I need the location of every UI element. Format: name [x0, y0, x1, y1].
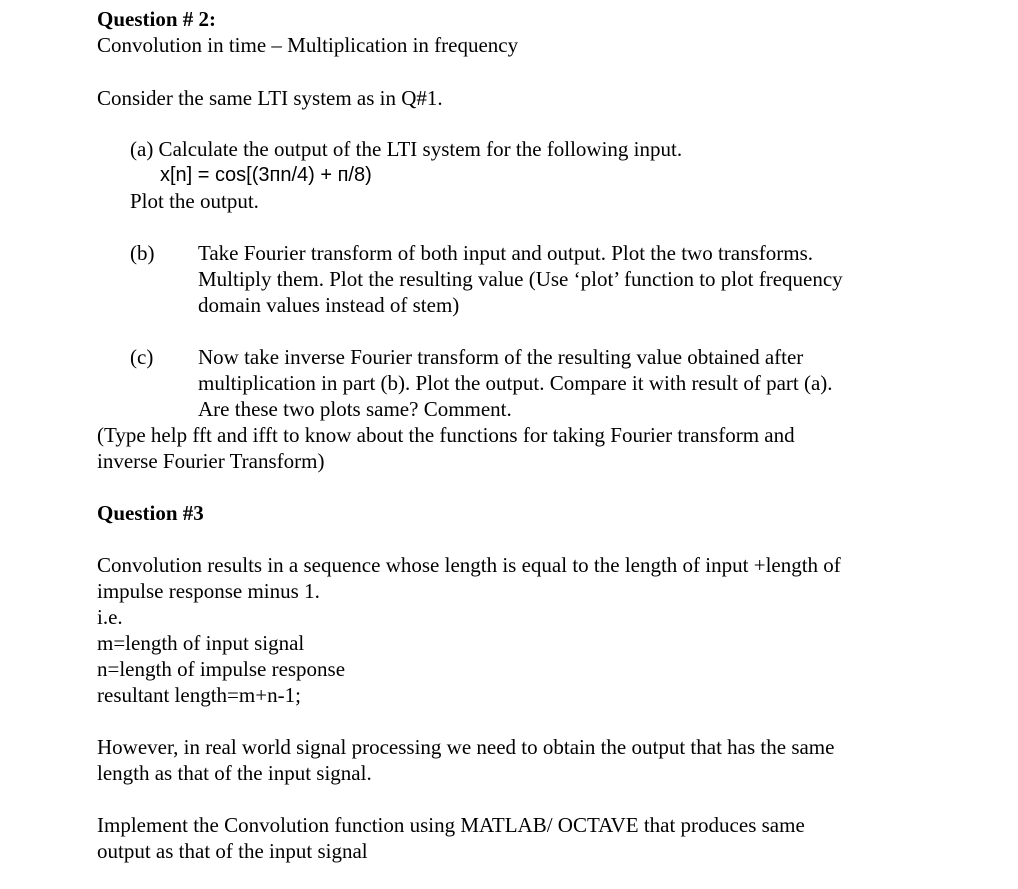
part-c-line: Now take inverse Fourier transform of the resulting value obtained after — [198, 345, 804, 369]
question-3-paragraph-line: Convolution results in a sequence whose length is equal to the length of input +length of — [97, 553, 841, 577]
part-a-plot-instruction: Plot the output. — [130, 189, 259, 213]
question-3-paragraph-line: output as that of the input signal — [97, 839, 368, 863]
question-2-intro: Consider the same LTI system as in Q#1. — [97, 86, 443, 110]
question-3-paragraph-line: Implement the Convolution function using MATLAB/ OCTAVE that produces same — [97, 813, 805, 837]
question-2-heading: Question # 2: — [97, 7, 217, 31]
ie-label: i.e. — [97, 605, 123, 629]
part-c-line: Are these two plots same? Comment. — [198, 397, 512, 421]
part-a-text: (a) Calculate the output of the LTI system for the following input. — [130, 137, 683, 161]
help-note-line: (Type help fft and ifft to know about the functions for taking Fourier transform and — [97, 423, 795, 447]
question-3-paragraph-line: However, in real world signal processing we need to obtain the output that has the same — [97, 735, 835, 759]
part-a-formula: x[n] = cos[(3пn/4) + п/8) — [160, 164, 372, 186]
part-b-line: domain values instead of stem) — [198, 293, 460, 317]
definition-line: m=length of input signal — [97, 631, 305, 655]
part-c-label: (c) — [130, 345, 154, 369]
question-2-subtitle: Convolution in time – Multiplication in frequency — [97, 33, 519, 57]
question-3-paragraph-line: length as that of the input signal. — [97, 761, 372, 785]
question-3-heading: Question #3 — [97, 501, 204, 525]
question-3-paragraph-line: impulse response minus 1. — [97, 579, 320, 603]
definition-line: resultant length=m+n-1; — [97, 683, 301, 707]
definition-line: n=length of impulse response — [97, 657, 346, 681]
part-b-line: Take Fourier transform of both input and output. Plot the two transforms. — [198, 241, 814, 265]
help-note-line: inverse Fourier Transform) — [97, 449, 325, 473]
part-b-line: Multiply them. Plot the resulting value (Use ‘plot’ function to plot frequency — [198, 267, 843, 291]
part-b-label: (b) — [130, 241, 155, 265]
part-c-line: multiplication in part (b). Plot the output. Compare it with result of part (a). — [198, 371, 833, 395]
